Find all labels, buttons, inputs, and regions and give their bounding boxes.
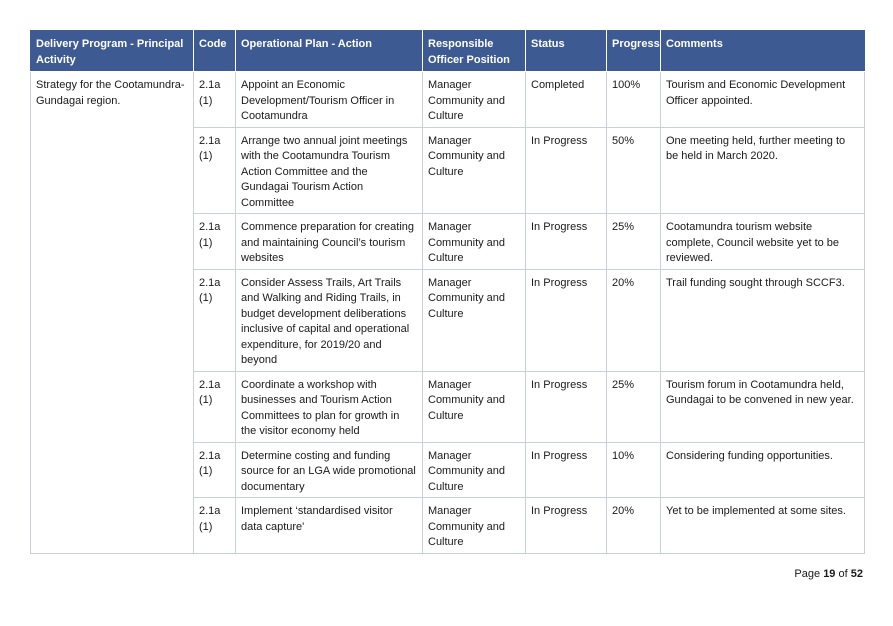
page-number: 19	[823, 568, 836, 580]
action-cell: Arrange two annual joint meetings with the Cootamundra Tourism Action Committee and the Gundagai Tourism Action Committee	[236, 127, 423, 214]
progress-cell: 50%	[607, 127, 661, 214]
code-cell: 2.1a (1)	[194, 371, 236, 442]
comments-cell: Tourism forum in Cootamundra held, Gundagai to be convened in new year.	[661, 371, 865, 442]
progress-cell: 25%	[607, 371, 661, 442]
officer-cell: Manager Community and Culture	[423, 72, 526, 128]
comments-cell: Tourism and Economic Development Officer appointed.	[661, 72, 865, 128]
table-row	[31, 72, 865, 128]
progress-cell: 25%	[607, 214, 661, 270]
code-cell: 2.1a (1)	[194, 214, 236, 270]
code-cell: 2.1a (1)	[194, 442, 236, 498]
header-action: Operational Plan - Action	[236, 31, 423, 72]
page-footer	[794, 568, 863, 580]
officer-cell: Manager Community and Culture	[423, 371, 526, 442]
comments-cell: One meeting held, further meeting to be held in March 2020.	[661, 127, 865, 214]
operational-plan-table	[30, 30, 865, 554]
action-cell: Commence preparation for creating and maintaining Council’s tourism websites	[236, 214, 423, 270]
table-header-row	[31, 31, 865, 72]
progress-cell: 10%	[607, 442, 661, 498]
code-cell: 2.1a (1)	[194, 269, 236, 371]
status-cell: Completed	[526, 72, 607, 128]
officer-cell: Manager Community and Culture	[423, 442, 526, 498]
header-activity: Delivery Program - Principal Activity	[31, 31, 194, 72]
header-status: Status	[526, 31, 607, 72]
action-cell: Appoint an Economic Development/Tourism Officer in Cootamundra	[236, 72, 423, 128]
officer-cell: Manager Community and Culture	[423, 269, 526, 371]
status-cell: In Progress	[526, 269, 607, 371]
status-cell: In Progress	[526, 442, 607, 498]
code-cell: 2.1a (1)	[194, 72, 236, 128]
header-comments: Comments	[661, 31, 865, 72]
code-cell: 2.1a (1)	[194, 498, 236, 554]
progress-cell: 20%	[607, 498, 661, 554]
status-cell: In Progress	[526, 127, 607, 214]
principal-activity-cell: Strategy for the Cootamundra-Gundagai region.	[31, 72, 194, 554]
comments-cell: Yet to be implemented at some sites.	[661, 498, 865, 554]
total-pages: 52	[850, 568, 863, 580]
header-progress: Progress	[607, 31, 661, 72]
officer-cell: Manager Community and Culture	[423, 214, 526, 270]
comments-cell: Cootamundra tourism website complete, Council website yet to be reviewed.	[661, 214, 865, 270]
of-label: of	[838, 568, 848, 580]
action-cell: Implement ‘standardised visitor data capture'	[236, 498, 423, 554]
officer-cell: Manager Community and Culture	[423, 127, 526, 214]
action-cell: Determine costing and funding source for an LGA wide promotional documentary	[236, 442, 423, 498]
status-cell: In Progress	[526, 214, 607, 270]
progress-cell: 20%	[607, 269, 661, 371]
officer-cell: Manager Community and Culture	[423, 498, 526, 554]
header-officer: Responsible Officer Position	[423, 31, 526, 72]
header-code: Code	[194, 31, 236, 72]
page-label: Page	[794, 568, 821, 580]
status-cell: In Progress	[526, 371, 607, 442]
action-cell: Coordinate a workshop with businesses and Tourism Action Committees to plan for growth in the visitor economy held	[236, 371, 423, 442]
code-cell: 2.1a (1)	[194, 127, 236, 214]
comments-cell: Trail funding sought through SCCF3.	[661, 269, 865, 371]
status-cell: In Progress	[526, 498, 607, 554]
comments-cell: Considering funding opportunities.	[661, 442, 865, 498]
progress-cell: 100%	[607, 72, 661, 128]
action-cell: Consider Assess Trails, Art Trails and Walking and Riding Trails, in budget development deliberations inclusive of capital and operational expenditure, for 2019/20 and beyond	[236, 269, 423, 371]
